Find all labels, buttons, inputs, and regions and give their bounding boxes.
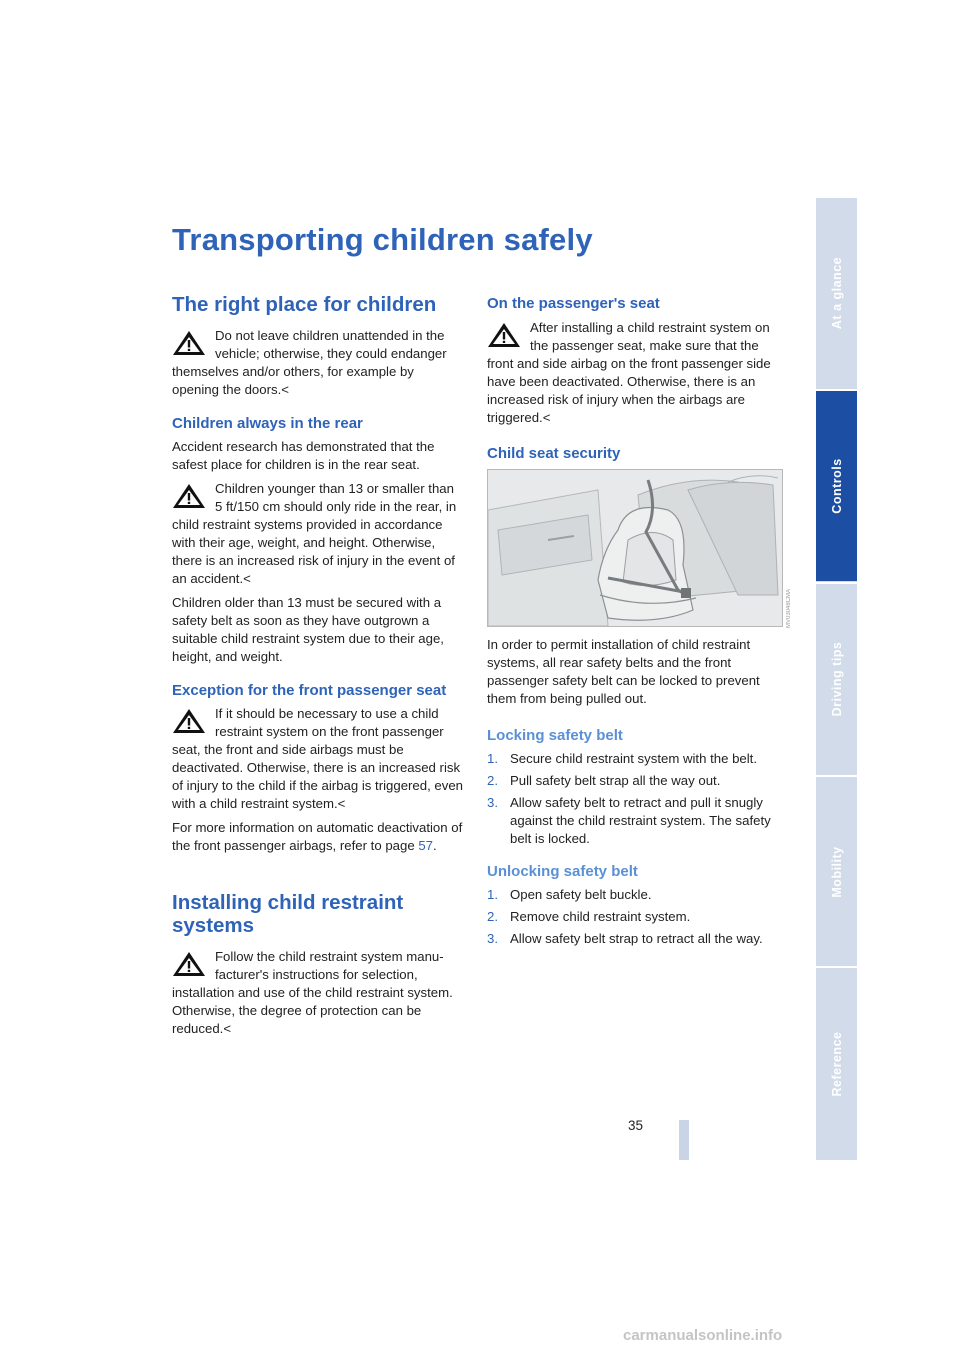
step-number: 3. xyxy=(487,931,498,946)
warning-triangle-icon xyxy=(172,951,206,977)
warning-triangle-icon xyxy=(172,483,206,509)
page-link[interactable]: 57 xyxy=(418,838,433,853)
end-mark: < xyxy=(281,382,289,397)
list-item xyxy=(487,908,781,926)
paragraph xyxy=(172,819,464,855)
child-seat-illustration xyxy=(487,469,783,627)
tab-controls[interactable] xyxy=(816,391,857,581)
figure-code: MV03048CMA xyxy=(786,588,792,628)
warning-block xyxy=(172,480,464,588)
warning-triangle-icon xyxy=(172,708,206,734)
end-mark: < xyxy=(223,1021,232,1036)
page-number: 35 xyxy=(628,1118,644,1133)
tab-label: At a glance xyxy=(829,256,844,330)
page-title: Transporting children safely xyxy=(172,222,593,257)
warning-text: restraint system on the front passenger seat, the front and side airbags must be deactivated. Otherwise, there is an increased risk of injury to the child if the airbag is triggered, even with a child restraint system. xyxy=(172,724,464,811)
step-number: 2. xyxy=(487,909,498,924)
tab-reference[interactable] xyxy=(816,968,857,1160)
warning-text: the passenger seat, make sure that the front and side airbag on the front passenger side have been deactivated. Otherwise, there is an increased risk of injury when the airbags are triggered. xyxy=(487,338,771,425)
tab-label: Controls xyxy=(829,458,844,514)
subheading-children-rear: Children always in the rear xyxy=(172,415,363,432)
paragraph: Children older than 13 must be secured with a safety belt as soon as they have outgrown a suitable child restraint system due to their age, height, and weight. xyxy=(172,595,444,664)
section-heading-installing: Installing child restraint systems xyxy=(172,891,404,937)
step-text: Allow safety belt strap to retract all the way. xyxy=(510,931,763,946)
subheading-child-seat-security: Child seat security xyxy=(487,445,621,462)
right-column-top xyxy=(487,295,781,463)
tab-at-a-glance[interactable] xyxy=(816,198,857,388)
warning-text: vehicle; otherwise, they could endanger themselves and/or others, for example by opening the doors. xyxy=(172,346,447,397)
step-number: 3. xyxy=(487,795,498,810)
paragraph-end: . xyxy=(433,838,437,853)
list-item xyxy=(487,886,781,904)
child-seat-drawing xyxy=(488,470,782,626)
step-text: Secure child restraint system with the belt. xyxy=(510,751,758,766)
unlocking-steps xyxy=(487,886,781,948)
step-text: Remove child restraint system. xyxy=(510,909,691,924)
tab-mobility[interactable] xyxy=(816,777,857,967)
end-mark: < xyxy=(337,796,346,811)
warning-block xyxy=(172,948,464,1038)
warning-text-line1: Children younger than 13 or smaller than xyxy=(215,481,454,496)
warning-text-line1: Follow the child restraint system manu- xyxy=(215,949,444,964)
right-column-bottom xyxy=(487,636,781,952)
list-item xyxy=(487,930,781,948)
footer-watermark[interactable]: carmanualsonline.info xyxy=(623,1327,783,1344)
section-heading-right-place: The right place for children xyxy=(172,293,437,316)
warning-triangle-icon xyxy=(487,322,521,348)
step-text: Pull safety belt strap all the way out. xyxy=(510,773,721,788)
warning-block xyxy=(172,327,464,399)
list-item xyxy=(487,794,781,848)
subheading-locking: Locking safety belt xyxy=(487,727,623,744)
tab-driving-tips[interactable] xyxy=(816,584,857,774)
tab-label: Driving tips xyxy=(829,641,844,717)
list-item xyxy=(487,772,781,790)
warning-text-line1: After installing a child restraint system on xyxy=(530,320,770,335)
step-number: 2. xyxy=(487,773,498,788)
warning-text: 5 ft/150 cm should only ride in the rear, in child restraint systems provided in accordance with their age, weight, and height. Otherwise, there is an increased risk of injury in the event of an accident. xyxy=(172,499,457,586)
paragraph-text: For more information on automatic deactivation of the front passenger airbags, refer to page xyxy=(172,820,463,853)
end-mark: < xyxy=(243,571,251,586)
list-item xyxy=(487,750,781,768)
warning-text: facturer's instructions for selection, installation and use of the child restraint system. Otherwise, the degree of protection can be reduced. xyxy=(172,967,453,1036)
step-text: Open safety belt buckle. xyxy=(510,887,652,902)
step-number: 1. xyxy=(487,887,498,902)
page-number-bar xyxy=(679,1120,689,1160)
chapter-tab-bar xyxy=(816,198,857,1160)
tab-label: Reference xyxy=(829,1031,844,1097)
subheading-front-exception: Exception for the front passenger seat xyxy=(172,682,447,699)
warning-block xyxy=(487,319,781,427)
subheading-unlocking: Unlocking safety belt xyxy=(487,863,638,880)
tab-label: Mobility xyxy=(829,846,844,898)
subheading-passenger-seat: On the passenger's seat xyxy=(487,295,660,312)
end-mark: < xyxy=(542,410,551,425)
locking-steps xyxy=(487,750,781,848)
left-column xyxy=(172,293,464,1038)
warning-text-line1: If it should be necessary to use a child xyxy=(215,706,439,721)
warning-block xyxy=(172,705,464,813)
paragraph: Accident research has demonstrated that the safest place for children is in the rear seat. xyxy=(172,439,435,472)
step-text: Allow safety belt to retract and pull it snugly against the child restraint system. The safety belt is locked. xyxy=(510,795,771,846)
warning-text-line1: Do not leave children unattended in the xyxy=(215,328,445,343)
warning-triangle-icon xyxy=(172,330,206,356)
step-number: 1. xyxy=(487,751,498,766)
paragraph: In order to permit installation of child restraint systems, all rear safety belts and the front passenger safety belt can be locked to prevent them from being pulled out. xyxy=(487,637,760,706)
